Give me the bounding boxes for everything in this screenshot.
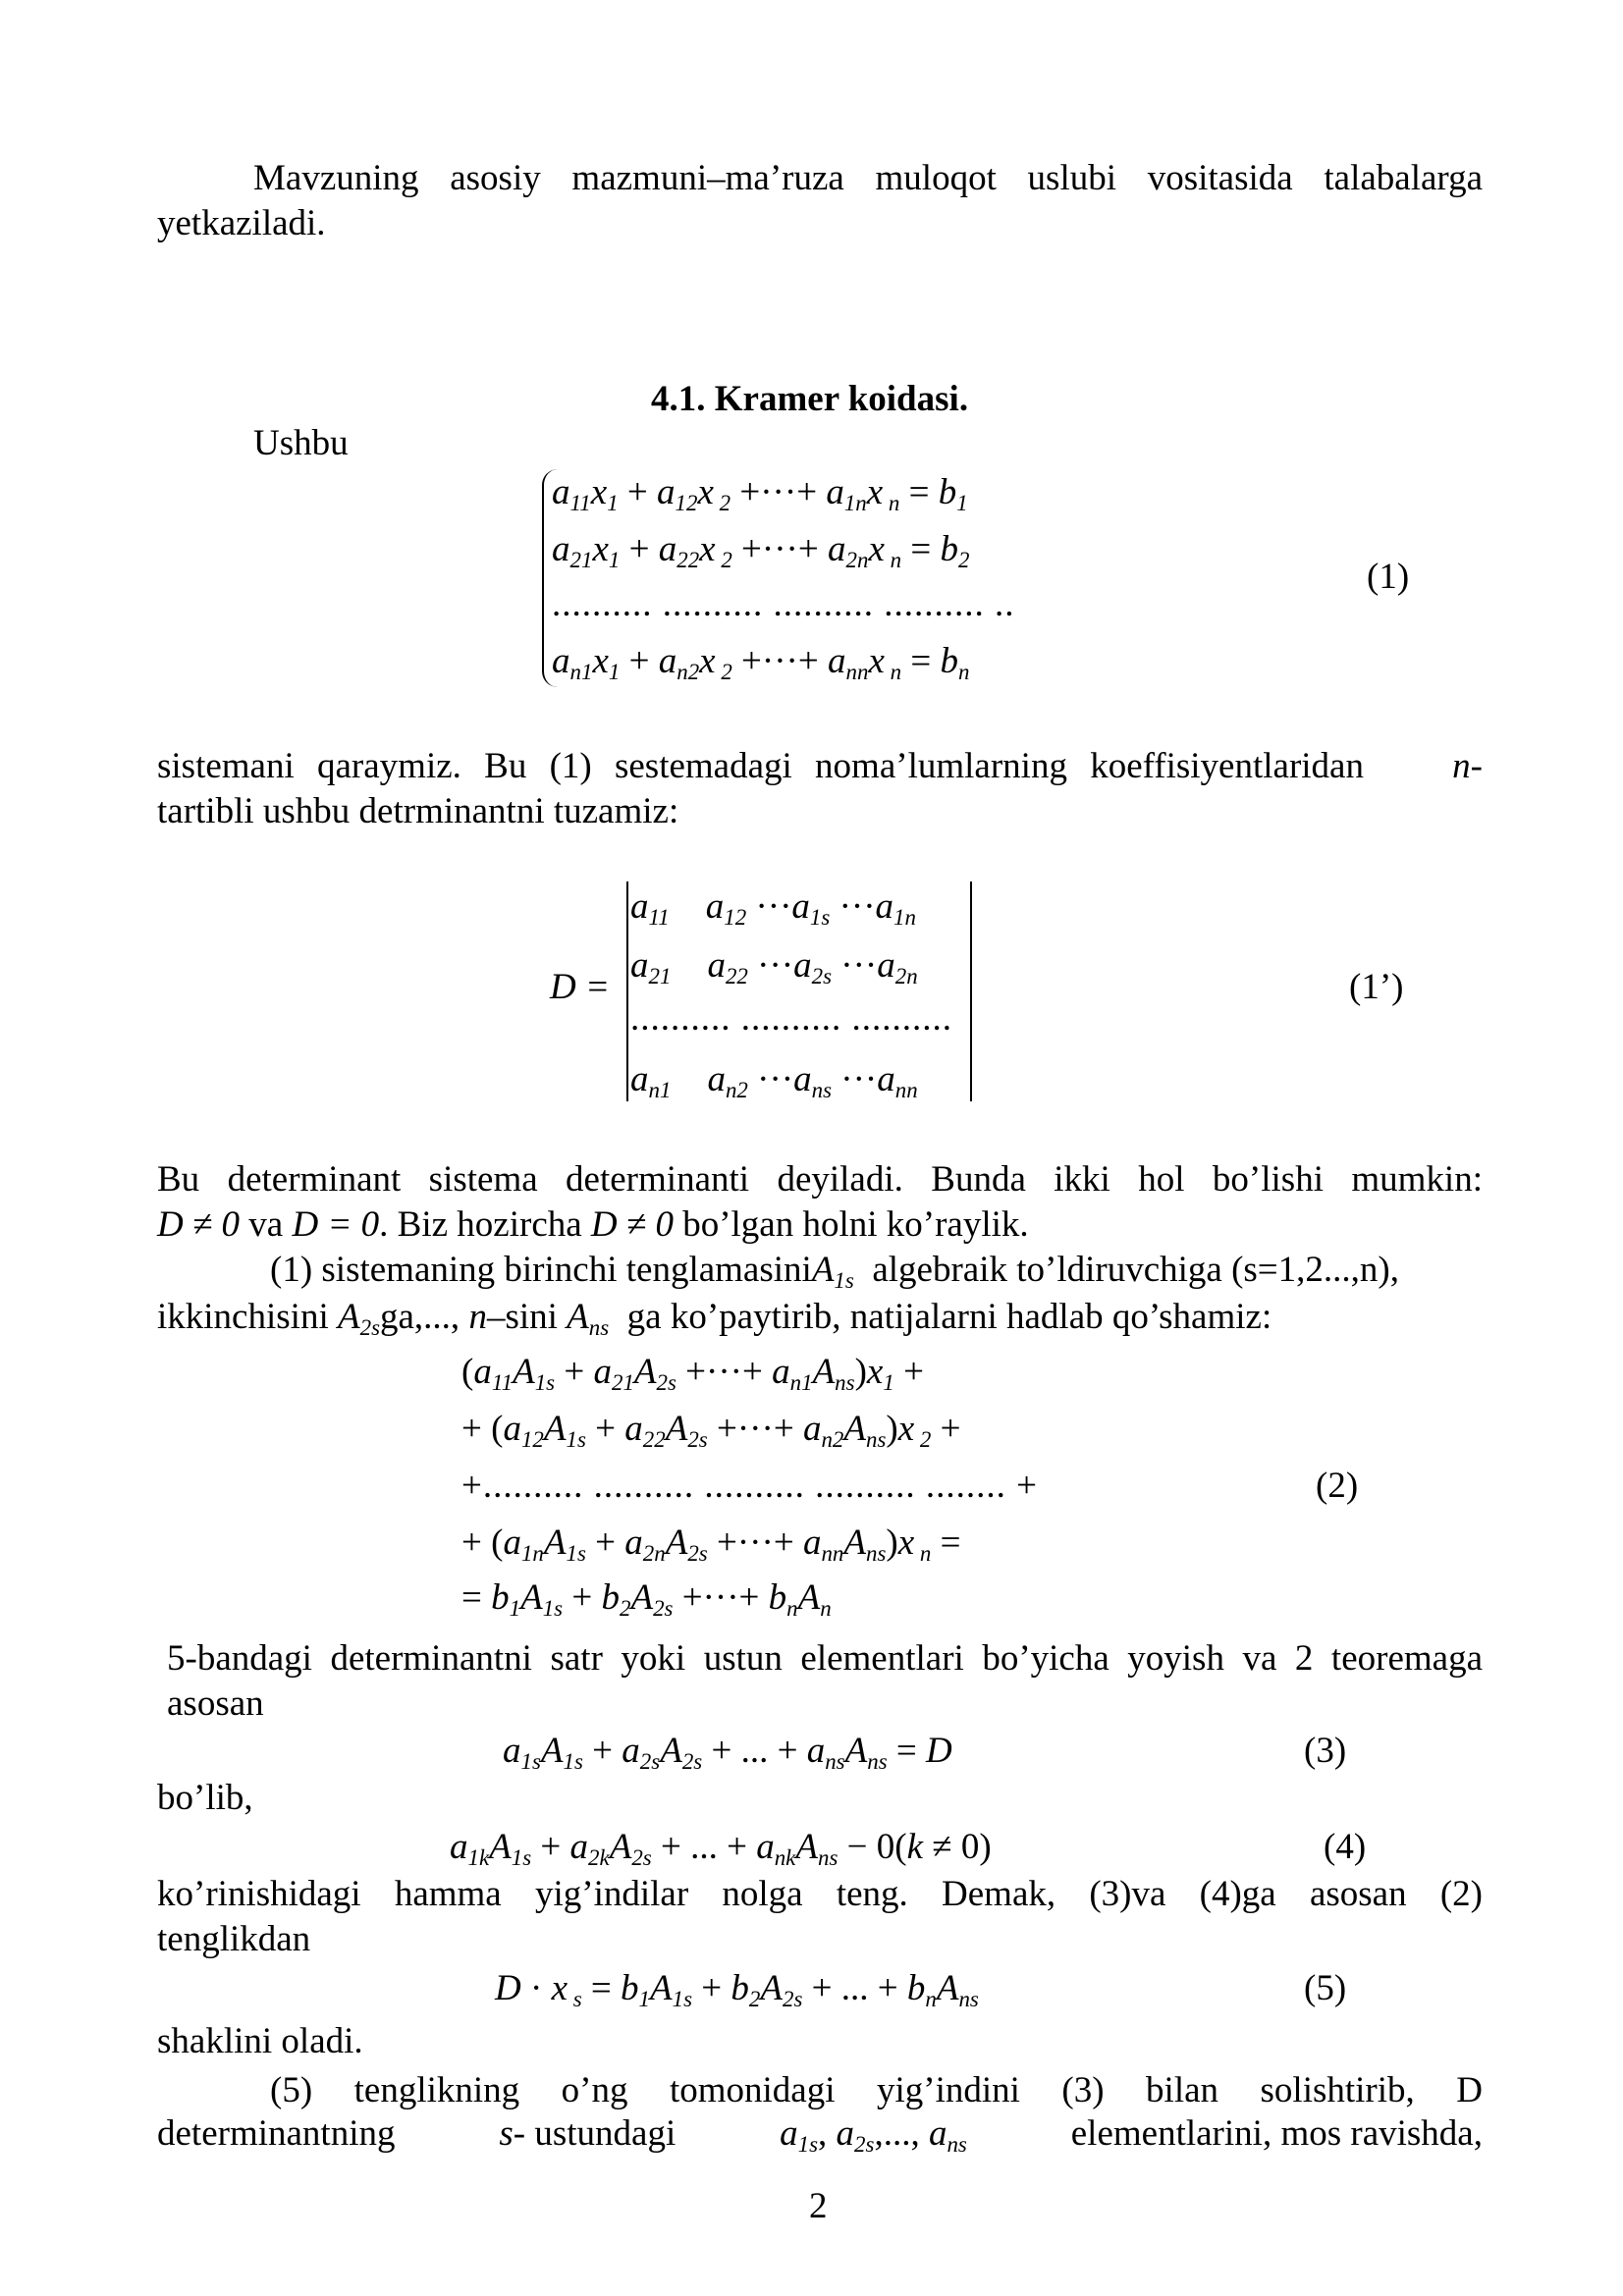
- determinant-lhs: D =: [550, 967, 610, 1007]
- paragraph-5-line-1: [157, 1871, 1483, 1965]
- determinant-row-1: $a_{11}$ $a_{12} \cdot\cdot\cdot a_{1s} \cdot\cdot\cdot a_{1n}$: [630, 886, 916, 930]
- equation-4: $a_{1k}A_{1s} + a_{2k}A_{2s}$ + ... + $a_{nk}A_{ns} - 0(k \ne 0)$: [450, 1827, 992, 1870]
- condition-d-not-zero: D ≠ 0: [157, 1204, 241, 1245]
- paragraph-5-line-2: tenglikdan: [157, 1919, 311, 1959]
- text-elementlarini: elementlarini, mos ravishda,: [1070, 2113, 1483, 2154]
- paragraph-1-n: n-: [1452, 746, 1483, 786]
- paragraph-6-text: (5) tenglikning o’ng tomonidagi yig’indini (3) bilan solishtirib, D: [270, 2070, 1483, 2110]
- paragraph-2-text: Bu determinant sistema determinanti deyiladi. Bunda ikki hol bo’lishi mumkin:: [157, 1159, 1483, 1200]
- condition-d-zero: D = 0: [292, 1204, 380, 1245]
- intro-line-2: yetkaziladi.: [157, 203, 326, 243]
- paragraph-4-line-2: asosan: [167, 1683, 264, 1724]
- equation-label-4: (4): [1324, 1827, 1367, 1867]
- paragraph-6-line-2: [157, 2112, 1483, 2155]
- system1-row-n: $a_{n1}x_1 + a_{n2}x$ $_2$ +···+ $a_{nn}x$ $_n = b_n$: [552, 641, 970, 684]
- shaklini-line: shaklini oladi.: [157, 2021, 363, 2061]
- equation-label-5: (5): [1304, 1968, 1347, 2008]
- determinant-row-n: $a_{n1}$ $a_{n2} \cdot\cdot\cdot a_{ns} \cdot\cdot\cdot a_{nn}$: [630, 1059, 918, 1102]
- system1-row-2: $a_{21}x_1 + a_{22}x$ $_2$ +···+ $a_{2n}x$ $_n = b_2$: [552, 529, 970, 572]
- determinant-row-2: $a_{21}$ $a_{22} \cdot\cdot\cdot a_{2s} \cdot\cdot\cdot a_{2n}$: [630, 945, 918, 988]
- system2-row-5: = $b_1A_{1s} + b_2A_{2s}$ +···+ $b_nA_n$: [461, 1577, 832, 1621]
- paragraph-3-line-2: [157, 1296, 1271, 1338]
- A-1s: $A_{1s}$: [811, 1250, 854, 1293]
- s-ustundagi: s- ustundagi: [499, 2113, 676, 2154]
- system1-row-1: $a_{11}x_1 + a_{12}x$ $_2$ +···+ $a_{1n}x$ $_n = b_1$: [552, 472, 968, 515]
- text-ga: ga,...,: [380, 1297, 460, 1337]
- equation-label-1-prime: (1’): [1349, 967, 1404, 1007]
- A-ns: $A_{ns}$: [567, 1297, 610, 1340]
- text-ga-kopaytirib: ga ko’paytirib, natijalarni hadlab qo’shamiz:: [626, 1297, 1272, 1337]
- ushbu-word: Ushbu: [253, 423, 349, 463]
- paragraph-2-line-2: [157, 1203, 1029, 1246]
- paragraph-1-line-1: [157, 743, 1483, 790]
- paragraph-4-line-1: [167, 1635, 1483, 1730]
- equation-5: D · x $_s = b_1A_{1s} + b_2A_{2s}$ + ... + $b_nA_{ns}$: [495, 1968, 979, 2011]
- intro-paragraph: [157, 155, 1483, 249]
- system2-row-4: + ($a_{1n}A_{1s} + a_{2n}A_{2s}$ +···+ $a_{nn}A_{ns})x$ $_n$ =: [461, 1522, 961, 1566]
- paragraph-3-line-1: [270, 1249, 1399, 1291]
- paragraph-4-text: 5-bandagi determinantni satr yoki ustun elementlari bo’yicha yoyish va 2 teoremaga: [167, 1638, 1483, 1679]
- system2-row-1: ($a_{11}A_{1s} + a_{21}A_{2s}$ +···+ $a_{n1}A_{ns})x_1$ +: [461, 1352, 924, 1395]
- equation-label-3: (3): [1304, 1731, 1347, 1771]
- page-number: 2: [809, 2186, 828, 2226]
- determinant-dots-row: .......... .......... ..........: [630, 998, 952, 1039]
- n-symbol: n: [468, 1297, 487, 1337]
- system2-dots-row: +.......... .......... .......... .......... ........ +: [461, 1466, 1038, 1506]
- determinant-right-bar: [970, 881, 972, 1101]
- text-ikkinchisini: ikkinchisini: [157, 1297, 329, 1337]
- condition-d-not-zero-2: D ≠ 0: [590, 1204, 674, 1245]
- text-algebraik: algebraik to’ldiruvchiga (s=1,2...,n),: [872, 1250, 1399, 1290]
- text-bolgan-holni: bo’lgan holni ko’raylik.: [682, 1204, 1029, 1245]
- text-sini: –sini: [486, 1297, 558, 1337]
- system1-dots-row: .......... .......... .......... .......... ..: [552, 584, 1015, 624]
- text-determinantning: determinantning: [157, 2113, 396, 2154]
- paragraph-1-line-2: tartibli ushbu detrminantni tuzamiz:: [157, 791, 679, 831]
- equation-label-2: (2): [1316, 1466, 1359, 1506]
- section-title: 4.1. Kramer koidasi.: [651, 379, 969, 419]
- text-sistemaning: (1) sistemaning birinchi tenglamasini: [270, 1250, 812, 1290]
- text-biz-hozircha: . Biz hozircha: [379, 1204, 582, 1245]
- paragraph-5-text: ko’rinishidagi hamma yig’indilar nolga teng. Demak, (3)va (4)ga asosan (2): [157, 1874, 1483, 1914]
- paragraph-1-text: sistemani qaraymiz. Bu (1) sestemadagi noma’lumlarning koeffisiyentlaridan: [157, 746, 1364, 786]
- A-2s: $A_{2s}$: [337, 1297, 380, 1340]
- bolib-word: bo’lib,: [157, 1778, 253, 1818]
- elements-list: $a_{1s}$, $a_{2s}$,..., $a_{ns}$: [780, 2113, 967, 2157]
- system2-row-2: + ($a_{12}A_{1s} + a_{22}A_{2s}$ +···+ $a_{n2}A_{ns})x$ $_2$ +: [461, 1409, 961, 1452]
- word-va: va: [248, 1204, 284, 1245]
- intro-line-1: Mavzuning asosiy mazmuni–ma’ruza muloqot uslubi vositasida talabalarga: [253, 158, 1483, 198]
- determinant-left-bar: [626, 881, 628, 1101]
- equation-label-1: (1): [1367, 557, 1410, 597]
- equation-3: $a_{1s}A_{1s} + a_{2s}A_{2s}$ + ... + $a_{ns}A_{ns} = D$: [503, 1731, 952, 1774]
